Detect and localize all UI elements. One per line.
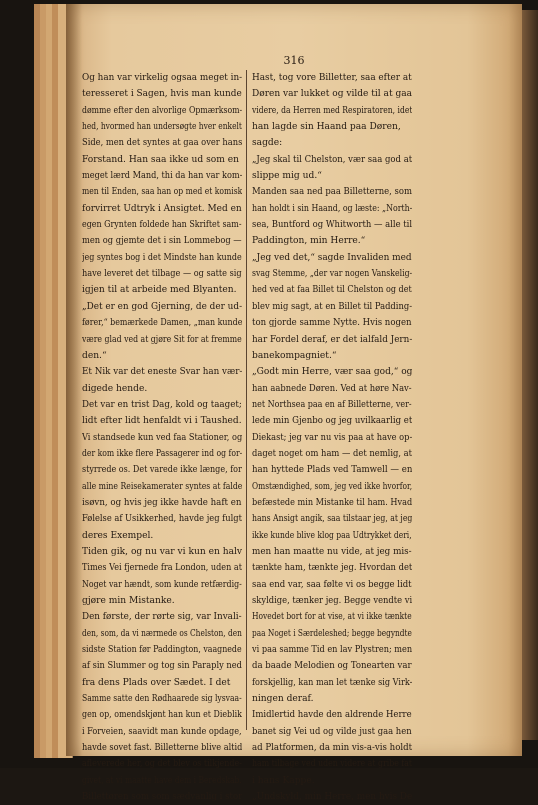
text-line: Vi standsede kun ved faa Stationer, og [82, 432, 243, 443]
page-gutter [66, 4, 82, 756]
text-line: meget lærd Mand, thi da han var kom- [82, 171, 243, 182]
text-line: blev mig sagt, at en Billet til Padding- [252, 301, 413, 312]
text-line: men og gjemte det i sin Lommebog — [82, 236, 242, 247]
text-line: deres Exempel. [82, 530, 154, 541]
text-line: „Undskyld, min Herre, men hvis De [252, 792, 413, 803]
left-text-column [82, 70, 242, 805]
text-line: være glad ved at gjøre Sit for at fremme [82, 334, 242, 345]
text-line: tænkte ham, tænkte jeg. Hvordan det [252, 563, 413, 574]
column-divider [246, 70, 247, 730]
text-line: afleverede her, og det blev os tilkjende- [82, 759, 242, 770]
text-line: Følelse af Usikkerhed, havde jeg fulgt [82, 514, 242, 525]
text-line: den.“ [82, 350, 107, 361]
text-line: daget noget om ham — det nemlig, at [252, 448, 413, 459]
text-line: da baade Melodien og Tonearten var [252, 661, 412, 672]
text-line: Diekast; jeg var nu vis paa at have op- [252, 432, 412, 443]
book-cover-edge [522, 10, 538, 740]
text-line: hans Ansigt angik, saa tilstaar jeg, at jeg [252, 514, 412, 525]
text-line: Times Vei fjernede fra London, uden at [82, 563, 242, 574]
text-line: teresseret i Sagen, hvis man kunde [82, 89, 242, 100]
text-line: givet, at vi maatte have dem i Beredskab. [82, 775, 242, 786]
text-line: digede hende. [82, 383, 148, 394]
text-line: slippe mig ud.“ [252, 171, 322, 182]
text-line: havde sovet fast. Billetterne blive altid [82, 743, 243, 754]
text-line: egen Grynten foldede han Skriftet sam- [82, 220, 242, 231]
text-line: der kom ikke flere Passagerer ind og for- [82, 448, 243, 459]
text-line: net Northsea paa en af Billetterne, ver- [252, 399, 412, 410]
text-line: paa Noget i Særdeleshed; begge begyndte [252, 628, 412, 639]
text-line: ton gjorde samme Nytte. Hvis nogen [252, 318, 412, 329]
text-line: men til Enden, saa han op med et komisk [82, 187, 242, 198]
text-line: banet sig Vei ud og vilde just gaa hen [252, 726, 412, 737]
text-line: Og han var virkelig ogsaa meget in- [82, 73, 243, 83]
text-line: have leveret det tilbage — og satte sig [82, 269, 242, 280]
text-line: alle mine Reisekamerater syntes at falde [82, 481, 242, 492]
text-line: Forstand. Han saa ikke ud som en [82, 154, 240, 165]
text-line: Manden saa ned paa Billetterne, som [252, 187, 412, 198]
text-line: svag Stemme, „der var nogen Vanskelig- [252, 269, 413, 280]
text-line: ikke kunde blive klog paa Udtrykket deri, [252, 530, 412, 541]
text-line: forvirret Udtryk i Ansigtet. Med en [82, 203, 242, 214]
text-line: „Det er en god Gjerning, de der ud- [82, 301, 243, 312]
text-line: gjøre min Mistanke. [82, 596, 175, 606]
text-line: igjen til at arbeide med Blyanten. [82, 285, 237, 296]
text-line: af sin Slummer og tog sin Paraply ned [82, 661, 242, 672]
right-text-column [252, 70, 412, 805]
text-line: gen op, omendskjønt han kun et Dieblik [82, 710, 242, 721]
text-line: hed, hvormed han undersøgte hver enkelt [82, 122, 242, 133]
text-line: den, som, da vi nærmede os Chelston, den [82, 628, 242, 639]
text-line: Hast, tog vore Billetter, saa efter at [252, 73, 412, 83]
text-line: fra dens Plads over Sædet. I det [82, 677, 231, 688]
text-line: Paddington, min Herre.“ [252, 236, 366, 247]
text-line: Den første, der rørte sig, var Invali- [82, 612, 242, 623]
text-line: styrrede os. Det varede ikke længe, for [82, 465, 242, 476]
text-line: lede min Gjenbo og jeg uvilkaarlig et [252, 416, 412, 427]
text-line: dømme efter den alvorlige Opmærksom- [82, 105, 243, 116]
page-number: 316 [283, 54, 305, 67]
text-line: han lagde sin Haand paa Døren, [252, 122, 401, 133]
text-line: sagde: [252, 138, 283, 149]
text-line: Hovedet bort for at vise, at vi ikke tænkte [252, 612, 412, 623]
text-line: Samme satte den Rødhaarede sig lysvaa- [82, 694, 242, 705]
text-line: isøvn, og hvis jeg ikke havde haft en [82, 497, 242, 508]
text-line: saa end var, saa følte vi os begge lidt [252, 579, 412, 590]
text-line: Det var en trist Dag, kold og taaget; [82, 399, 242, 410]
text-line: sea, Buntford og Whitworth — alle til [252, 220, 412, 231]
text-line: men han maatte nu vide, at jeg mis- [252, 546, 412, 557]
text-line: han aabnede Døren. Ved at høre Nav- [252, 383, 412, 394]
text-line: „Godt min Herre, vær saa god,“ og [252, 367, 413, 378]
text-line: lidt efter lidt henfaldt vi i Taushed. [82, 416, 242, 427]
text-line: Døren var lukket og vilde til at gaa [252, 89, 413, 100]
text-line: han hyttede Plads ved Tamwell — en [252, 465, 413, 476]
text-line: ningen deraf. [252, 694, 314, 705]
text-line: han holdt i sin Haand, og læste: „North- [252, 203, 413, 214]
text-line: skyldige, tænker jeg. Begge vendte vi [252, 596, 413, 606]
text-line: Tiden gik, og nu var vi kun en halv [82, 546, 242, 557]
text-line: befæstede min Mistanke til ham. Hvad [252, 497, 413, 508]
text-line: jeg syntes bog i det Mindste han kunde [82, 252, 242, 263]
text-line: hed ved at faa Billet til Chelston og det [252, 285, 412, 296]
text-line: Side, men det syntes at gaa over hans [82, 138, 242, 149]
text-line: forskjellig, kan man let tænke sig Virk- [252, 677, 413, 688]
text-line: Noget var hændt, som kunde retfærdig- [82, 579, 242, 590]
text-line: banekompagniet.“ [252, 350, 337, 361]
text-line: Et Nik var det eneste Svar han vær- [82, 367, 243, 378]
text-line: Imidlertid havde den aldrende Herre [252, 710, 412, 721]
text-line: har Fordel deraf, er det ialfald Jern- [252, 334, 413, 345]
text-line: „Jeg skal til Chelston, vær saa god at [252, 154, 413, 165]
text-line: i Forveien, saavidt man kunde opdage, [82, 726, 242, 737]
text-line: i hans Kappe. [252, 775, 315, 786]
text-line: Billettøren som som sædvanlig i stor [82, 792, 243, 803]
text-line: sidste Station før Paddington, vaagnede [82, 645, 242, 656]
text-line: Omstændighed, som, jeg ved ikke hvorfor, [252, 481, 413, 492]
text-line: fører,“ bemærkede Damen, „man kunde [82, 318, 243, 329]
text-line: videre, da Herren med Respiratoren, idet [252, 105, 413, 116]
text-line: ad Platformen, da min vis-a-vis holdt [252, 743, 413, 754]
text-line: ham tilbage ved uden videre at gribe fat [252, 759, 412, 770]
text-line: „Jeg ved det,“ sagde Invaliden med [252, 252, 412, 263]
text-line: vi paa samme Tid en lav Plystren; men [252, 645, 413, 656]
